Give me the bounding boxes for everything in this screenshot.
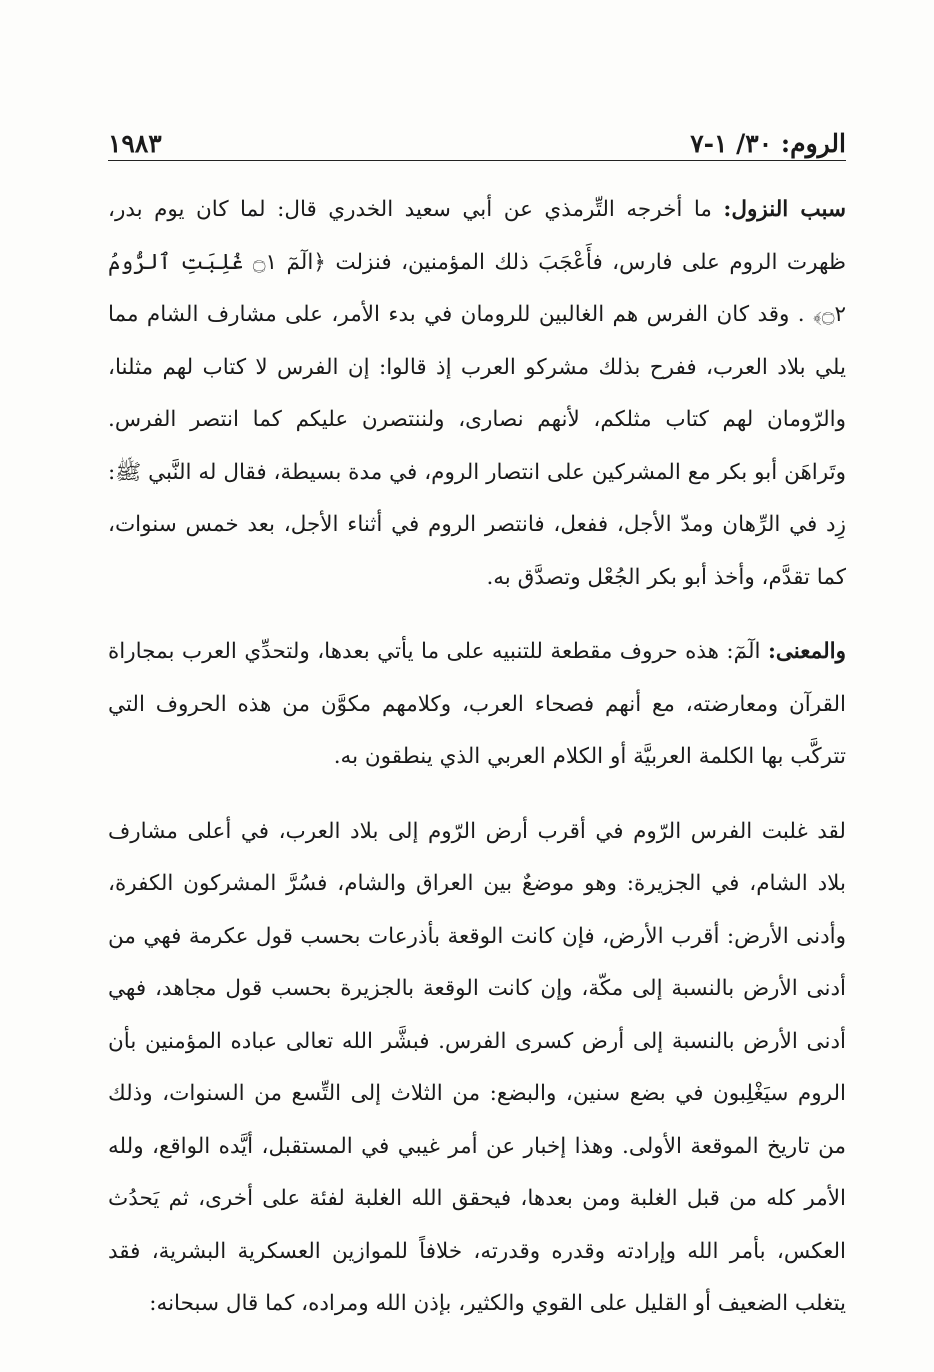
page-number: ١٩٨٣ [108,129,162,158]
surah-reference: الروم: ٣٠/ ١-٧ [690,129,846,158]
sabab-label: سبب النزول: [723,197,846,222]
tafsir-paragraph: لقد غلبت الفرس الرّوم في أقرب أرض الرّوم إلى بلاد العرب، في أعلى مشارف بلاد الشام، في الجزيرة: وهو موضعٌ بين العراق والشام، فسُرَّ المشركون الكفرة، وأدنى الأرض: أقرب الأرض، فإن كانت الوقعة بأذرعات بحسب قول عكرمة فهي من أدنى الأرض بالنسبة إلى مكّة، وإن كانت الوقعة بالجزيرة بحسب قول مجاهد، فهي أدنى الأرض بالنسبة إلى أرض كسرى الفرس. فبشَّر الله تعالى عباده المؤمنين بأن الروم سيَغْلِبون في بضع سنين، والبضع: من الثلاث إلى التِّسع من السنوات، وذلك من تاريخ الموقعة الأولى. وهذا إخبار عن أمر غيبي في المستقبل، أيَّده الواقع، ولله الأمر كله من قبل الغلبة ومن بعدها، فيحقق الله الغلبة لفئة على أخرى، ثم يَحدُث العكس، بأمر الله وإرادته وقدره وقدرته، خلافاً للموازين العسكرية البشرية، فقد يتغلب الضعيف أو القليل على القوي والكثير، بإذن الله ومراده، كما قال سبحانه: [108,818,846,1316]
header-rule [108,160,846,161]
maana-text: الٓمٓ: هذه حروف مقطعة للتنبيه على ما يأتي بعدها، ولتحدِّي العرب بمجاراة القرآن ومعارضته، مع أنهم فصحاء العرب، وكلامهم مكوَّن من هذه الحروف التي تتركَّب بها الكلمة العربيَّة أو الكلام العربي الذي ينطقون به. [108,639,846,769]
maana-paragraph [108,626,846,784]
page-body [108,184,846,1331]
sabab-paragraph [108,184,846,604]
sabab-text: ما أخرجه التِّرمذي عن أبي سعيد الخدري قال: لما كان يوم بدر، ظهرت الروم على فارس، فأَعْجَبَ ذلك المؤمنين، فنزلت ﴿الٓمٓ ۝١ غُلِبَتِ ٱلرُّومُ ۝٢﴾ . وقد كان الفرس هم الغالبين للرومان في بدء الأمر، على مشارف الشام مما يلي بلاد العرب، ففرح بذلك مشركو العرب إذ قالوا: إن الفرس لا كتاب لهم مثلنا، والرّومان لهم كتاب مثلكم، لأنهم نصارى، ولننتصرن عليكم كما انتصر الفرس. وتَراهَن أبو بكر مع المشركين على انتصار الروم، في مدة بسيطة، فقال له النَّبي ﷺ: زِد في الرِّهان ومدّ الأجل، ففعل، فانتصر الروم في أثناء الأجل، بعد خمس سنوات، كما تقدَّم، وأخذ أبو بكر الجُعْل وتصدَّق به. [108,197,846,590]
running-header [108,118,846,158]
maana-label: والمعنى: [767,639,846,664]
